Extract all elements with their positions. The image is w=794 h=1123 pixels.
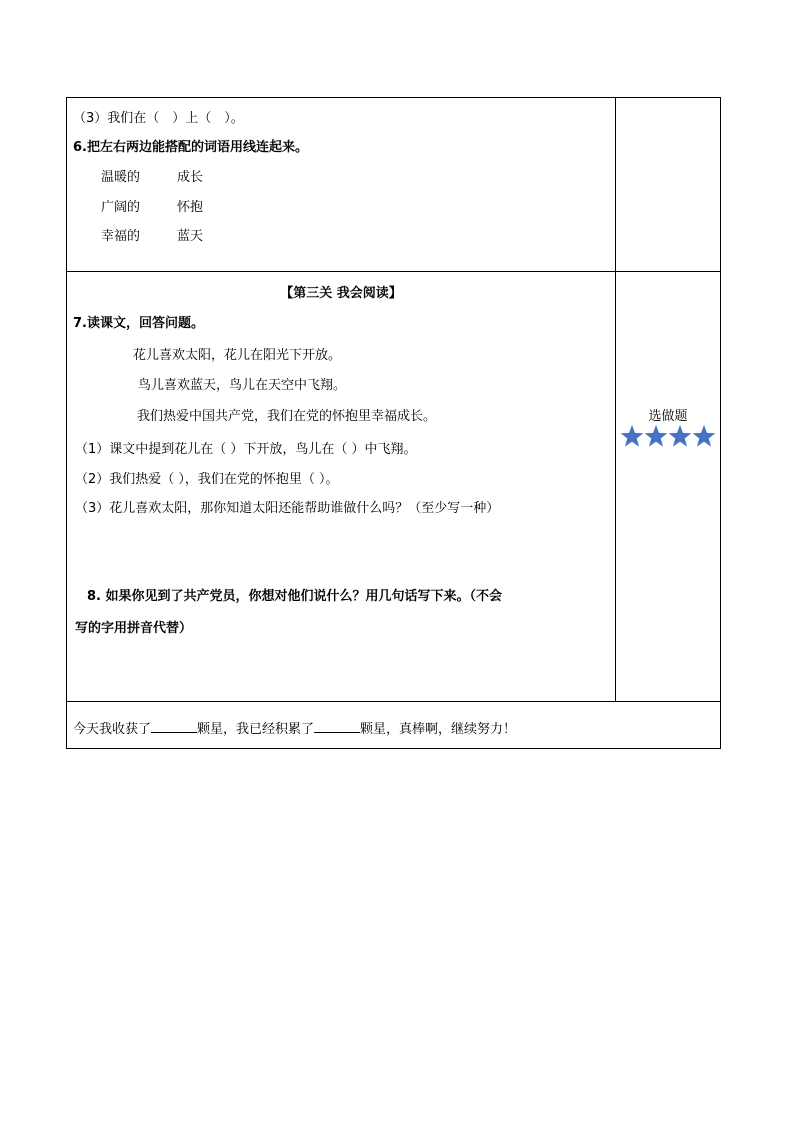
worksheet-table (66, 97, 721, 749)
match-right-word: 蓝天 (177, 229, 204, 244)
question-cell-top (67, 98, 616, 272)
section-title: 【第三关 我会阅读】 (280, 286, 402, 301)
q7-item-1: （1）课文中提到花儿在（ ）下开放，鸟儿在（ ）中飞翔。 (75, 442, 417, 457)
match-left-word: 幸福的 (101, 229, 141, 244)
worksheet (66, 97, 720, 749)
match-right-word: 怀抱 (177, 200, 204, 215)
passage-line: 我们热爱中国共产党，我们在党的怀抱里幸福成长。 (137, 409, 437, 424)
q8-line-2: 写的字用拼音代替） (75, 621, 193, 636)
side-cell-optional (616, 272, 721, 702)
footer-text: 今天我收获了 (73, 722, 152, 737)
passage-line: 花儿喜欢太阳，花儿在阳光下开放。 (133, 348, 342, 363)
star-count-blank[interactable] (151, 720, 197, 733)
footer-cell (67, 702, 721, 749)
q7-title: 7.读课文，回答问题。 (73, 316, 204, 331)
passage-line: 鸟儿喜欢蓝天，鸟儿在天空中飞翔。 (138, 378, 347, 393)
q7-item-2: （2）我们热爱（ ），我们在党的怀抱里（ ）。 (75, 472, 339, 487)
star-icon (620, 424, 644, 448)
star-icon (668, 424, 692, 448)
footer-sentence (73, 718, 516, 737)
q5-item-3: （3）我们在（ ）上（ ）。 (73, 111, 244, 126)
star-icon (692, 424, 716, 448)
side-cell-top (616, 98, 721, 272)
match-left-word: 温暖的 (101, 170, 141, 185)
total-stars-blank[interactable] (314, 720, 360, 733)
footer-text: 颗星，真棒啊，继续努力！ (360, 722, 517, 737)
star-rating (620, 424, 716, 448)
match-row (101, 196, 203, 215)
match-row (101, 225, 203, 244)
match-right-word: 成长 (177, 170, 204, 185)
q6-title: 6.把左右两边能搭配的词语用线连起来。 (73, 140, 308, 155)
question-cell-reading (67, 272, 616, 702)
footer-text: 颗星，我已经积累了 (197, 722, 315, 737)
q8-line-1: 8. 如果你见到了共产党员，你想对他们说什么？用几句话写下来。（不会 (87, 589, 503, 604)
match-row (101, 166, 203, 185)
optional-label: 选做题 (648, 409, 688, 424)
match-left-word: 广阔的 (101, 200, 141, 215)
q7-item-3: （3）花儿喜欢太阳，那你知道太阳还能帮助谁做什么吗？（至少写一种） (75, 501, 500, 516)
star-icon (644, 424, 668, 448)
